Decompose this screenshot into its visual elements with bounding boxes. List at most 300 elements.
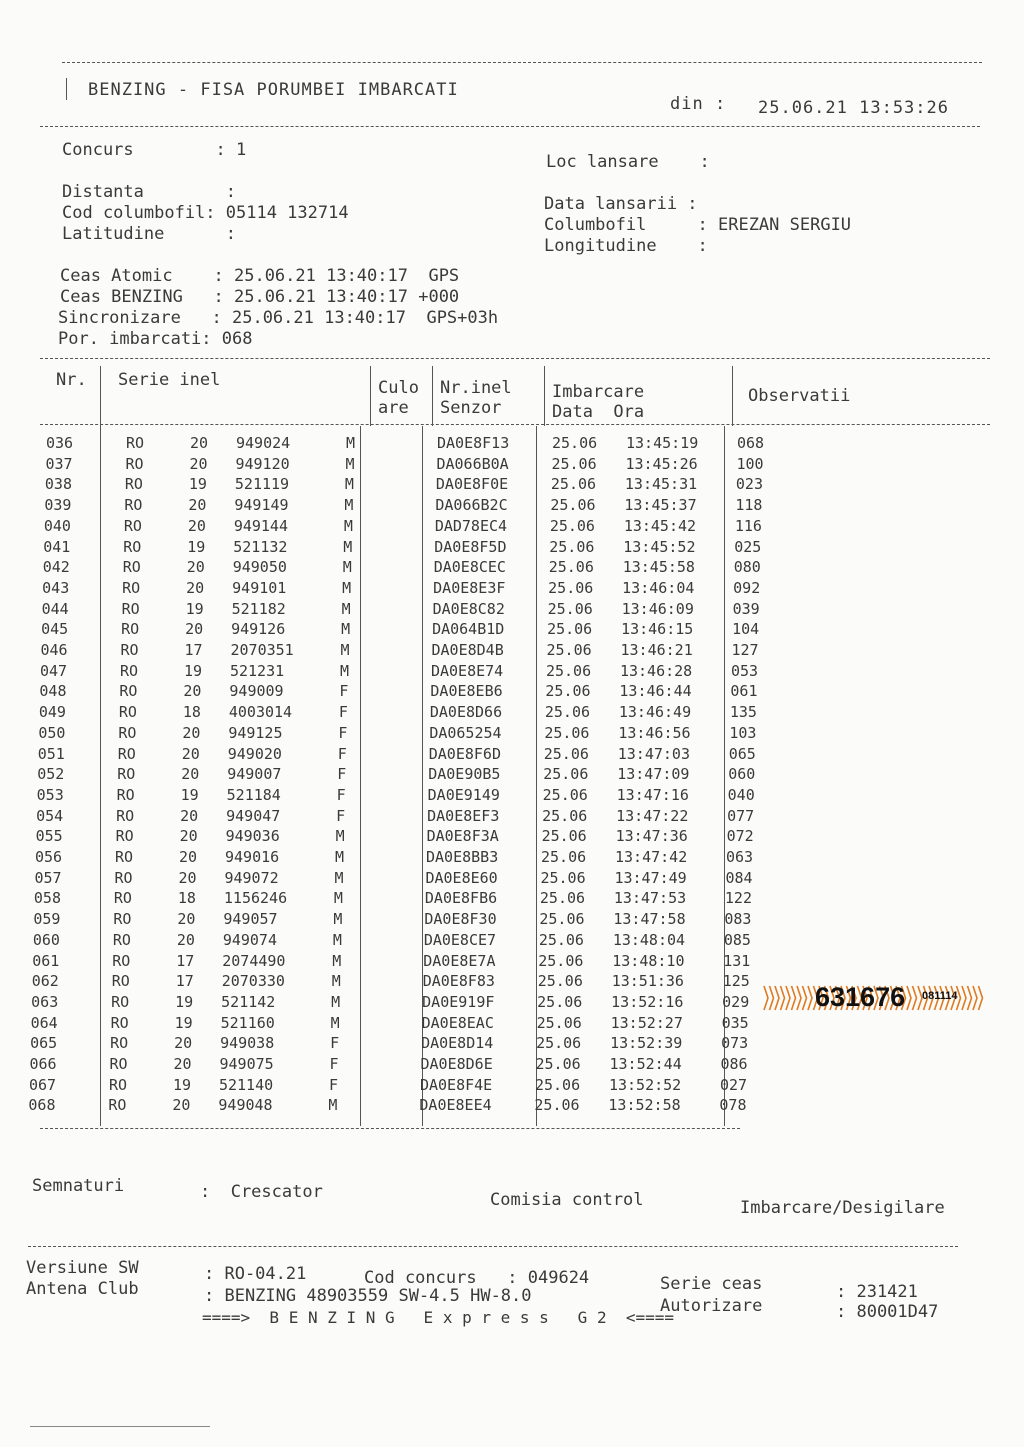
- data-lansarii-line: Data lansarii :: [544, 194, 698, 214]
- row-year: 18: [182, 703, 201, 722]
- row-year: 19: [183, 661, 203, 680]
- row-ring-number: 2070330: [221, 972, 285, 991]
- row-ring-number: 949047: [226, 806, 281, 825]
- row-sex: M: [345, 454, 355, 473]
- row-time: 13:45:58: [622, 558, 695, 577]
- row-year: 19: [175, 992, 194, 1011]
- col-divider-imbarcare-top: [732, 366, 733, 426]
- row-nr: 065: [30, 1034, 58, 1053]
- row-date: 25.06: [544, 723, 590, 742]
- row-date: 25.06: [550, 496, 596, 515]
- row-observatii: 060: [728, 765, 756, 784]
- row-country: RO: [120, 641, 139, 659]
- row-nr: 039: [44, 496, 72, 515]
- row-observatii: 065: [728, 744, 756, 763]
- row-sensor-id: DA0E8CEC: [433, 558, 506, 577]
- row-date: 25.06: [535, 1055, 581, 1073]
- row-time: 13:47:09: [617, 765, 690, 784]
- table-row: [0, 1014, 1024, 1035]
- stamp-wave-stroke: [770, 986, 774, 1010]
- table-row: [0, 786, 1024, 807]
- row-observatii: 035: [721, 1013, 749, 1032]
- row-time: 13:52:44: [609, 1055, 682, 1073]
- cod-concurs-line: Cod concurs : 049624: [364, 1268, 590, 1288]
- row-sex: M: [330, 1013, 340, 1032]
- row-observatii: 063: [726, 848, 754, 866]
- row-year: 19: [185, 599, 204, 618]
- row-observatii: 083: [724, 910, 752, 929]
- row-time: 13:46:09: [621, 599, 694, 618]
- row-date: 25.06: [544, 703, 591, 722]
- table-bottom-rule: [40, 1128, 740, 1129]
- row-ring-number: 949120: [235, 454, 290, 473]
- row-year: 20: [177, 910, 196, 929]
- row-observatii: 104: [732, 620, 760, 639]
- row-country: RO: [119, 682, 138, 701]
- row-country: RO: [115, 827, 134, 846]
- table-row: [0, 475, 1024, 496]
- row-country: RO: [122, 558, 141, 577]
- row-sensor-id: DA0E90B5: [428, 765, 501, 784]
- por-imbarcati-line: Por. imbarcati: 068: [58, 329, 253, 349]
- row-sensor-id: DA065254: [429, 723, 502, 742]
- row-sex: M: [339, 661, 349, 680]
- cod-columbofil-line: Cod columbofil: 05114 132714: [62, 203, 349, 223]
- row-time: 13:45:37: [624, 496, 697, 515]
- row-year: 20: [181, 765, 200, 784]
- header-rule: [40, 126, 980, 127]
- stamp-wave-stroke: [792, 986, 796, 1010]
- autorizare-value: : 80001D47: [836, 1302, 939, 1322]
- longitudine-line: Longitudine :: [544, 236, 708, 256]
- document-title: BENZING - FISA PORUMBEI IMBARCATI: [88, 80, 459, 100]
- row-date: 25.06: [548, 578, 594, 597]
- row-year: 17: [184, 641, 203, 659]
- row-sensor-id: DA0E8D14: [421, 1034, 494, 1053]
- row-sensor-id: DA0E8E60: [425, 868, 498, 887]
- header-nr: Nr.: [56, 370, 87, 390]
- row-nr: 060: [32, 930, 60, 949]
- row-sex: M: [328, 1096, 338, 1115]
- row-year: 19: [180, 785, 199, 804]
- stamp-wave-stroke: [775, 986, 779, 1010]
- row-sensor-id: DA0E8F30: [424, 910, 497, 929]
- row-country: RO: [123, 516, 142, 535]
- row-nr: 046: [40, 641, 68, 659]
- row-time: 13:46:44: [619, 682, 692, 701]
- row-time: 13:45:26: [625, 454, 698, 473]
- row-date: 25.06: [539, 910, 585, 929]
- table-row: [0, 579, 1024, 600]
- row-country: RO: [116, 785, 135, 804]
- latitudine-line: Latitudine :: [62, 224, 236, 244]
- row-nr: 040: [43, 516, 71, 535]
- row-year: 17: [176, 951, 195, 970]
- row-country: RO: [112, 930, 131, 949]
- row-year: 20: [181, 744, 200, 763]
- row-country: RO: [110, 1034, 129, 1053]
- antena-club-label: Antena Club: [26, 1279, 139, 1299]
- row-sensor-id: DA0E8EE4: [419, 1096, 492, 1115]
- row-ring-number: 949036: [225, 827, 280, 846]
- row-time: 13:47:22: [616, 806, 689, 825]
- row-sensor-id: DA0E8D6E: [420, 1055, 493, 1073]
- header-culoare-1: Culo: [378, 378, 419, 398]
- row-sex: M: [335, 827, 345, 846]
- loc-lansare-line: Loc lansare :: [546, 152, 710, 172]
- table-row: [0, 1055, 1024, 1076]
- row-year: 20: [178, 868, 197, 887]
- table-row: [0, 1034, 1024, 1055]
- table-top-rule: [40, 358, 990, 359]
- header-imbarcare-1: Imbarcare: [552, 382, 645, 402]
- stamp-wave-stroke: [781, 986, 785, 1010]
- col-divider-serie-top: [370, 366, 371, 426]
- print-date-label: din :: [670, 94, 727, 114]
- row-sensor-id: DA0E8EB6: [430, 682, 503, 701]
- row-ring-number: 521184: [226, 785, 281, 804]
- row-nr: 051: [37, 744, 65, 763]
- row-sensor-id: DA0E919F: [422, 992, 495, 1011]
- row-observatii: 092: [733, 578, 761, 597]
- print-date-value: 25.06.21 13:53:26: [758, 98, 949, 118]
- row-sex: F: [338, 703, 348, 722]
- row-nr: 067: [28, 1075, 57, 1094]
- col-divider-culoare-top: [432, 366, 433, 426]
- row-country: RO: [113, 889, 132, 908]
- row-time: 13:47:49: [614, 868, 687, 887]
- row-sex: M: [332, 930, 342, 949]
- row-sensor-id: DA0E8F83: [422, 972, 495, 991]
- header-left-bar: [66, 78, 67, 100]
- row-country: RO: [108, 1075, 128, 1094]
- row-year: 20: [185, 620, 204, 639]
- row-ring-number: 949020: [227, 744, 282, 763]
- row-sensor-id: DA0E8D66: [429, 703, 503, 722]
- row-date: 25.06: [537, 972, 583, 991]
- row-ring-number: 949144: [233, 516, 288, 535]
- row-observatii: 131: [723, 951, 751, 970]
- row-nr: 064: [30, 1013, 58, 1032]
- row-country: RO: [116, 806, 135, 825]
- row-sex: M: [341, 620, 351, 639]
- row-nr: 068: [28, 1096, 56, 1115]
- table-row: [0, 807, 1024, 828]
- distanta-line: Distanta :: [62, 182, 236, 202]
- row-sensor-id: DA0E8F5D: [434, 537, 507, 556]
- top-rule: [62, 62, 982, 63]
- row-nr: 062: [31, 972, 59, 991]
- row-time: 13:47:03: [617, 744, 690, 763]
- row-date: 25.06: [541, 848, 587, 866]
- row-nr: 042: [42, 558, 70, 577]
- row-nr: 056: [35, 848, 63, 866]
- row-ring-number: 521132: [233, 537, 288, 556]
- row-country: RO: [123, 537, 142, 556]
- stamp-wave-stroke: [968, 986, 972, 1010]
- footer-rule: [28, 1246, 958, 1247]
- row-sensor-id: DA0E8EAC: [421, 1013, 494, 1032]
- row-nr: 055: [35, 827, 63, 846]
- row-sensor-id: DA0E8CE7: [423, 930, 497, 949]
- row-country: RO: [109, 1055, 128, 1073]
- ceas-atomic-line: Ceas Atomic : 25.06.21 13:40:17 GPS: [60, 266, 460, 286]
- row-observatii: 100: [736, 454, 764, 473]
- row-year: 20: [188, 496, 207, 515]
- row-sex: F: [337, 744, 347, 763]
- table-row: [0, 703, 1024, 724]
- table-row: [0, 662, 1024, 683]
- row-sex: M: [335, 848, 345, 866]
- row-year: 20: [180, 806, 199, 825]
- row-sensor-id: DA0E9149: [427, 785, 500, 804]
- concurs-line: Concurs : 1: [62, 140, 247, 160]
- row-date: 25.06: [543, 744, 589, 763]
- row-ring-number: 949050: [232, 558, 287, 577]
- stamp-wave-stroke: [907, 986, 911, 1010]
- row-nr: 048: [39, 682, 67, 701]
- row-country: RO: [110, 1013, 129, 1032]
- row-ring-number: 949072: [224, 868, 279, 887]
- row-observatii: 025: [734, 537, 762, 556]
- row-ring-number: 949126: [231, 620, 286, 639]
- row-time: 13:46:56: [618, 723, 691, 742]
- row-year: 20: [189, 454, 208, 473]
- row-ring-number: 521119: [234, 475, 290, 494]
- table-row: [0, 1076, 1024, 1097]
- row-date: 25.06: [540, 868, 586, 887]
- table-row: [0, 620, 1024, 641]
- row-year: 20: [174, 1034, 193, 1053]
- row-date: 25.06: [545, 661, 592, 680]
- row-ring-number: 949038: [220, 1034, 275, 1053]
- row-time: 13:48:04: [612, 930, 686, 949]
- row-time: 13:47:58: [613, 910, 686, 929]
- row-ring-number: 949149: [234, 496, 289, 515]
- row-year: 19: [188, 475, 207, 494]
- table-row: [0, 434, 1024, 455]
- row-sensor-id: DAD78EC4: [434, 516, 508, 535]
- row-date: 25.06: [541, 827, 587, 846]
- row-sensor-id: DA0E8F13: [437, 434, 510, 452]
- row-country: RO: [113, 910, 132, 929]
- row-time: 13:47:36: [615, 827, 688, 846]
- row-sensor-id: DA0E8C82: [432, 599, 505, 618]
- row-date: 25.06: [536, 1013, 582, 1032]
- table-header-rule: [40, 424, 990, 425]
- row-ring-number: 949016: [225, 848, 280, 866]
- ceas-benzing-line: Ceas BENZING : 25.06.21 13:40:17 +000: [60, 287, 460, 307]
- row-ring-number: 521160: [220, 1013, 275, 1032]
- crescator-label: : Crescator: [200, 1182, 323, 1202]
- row-date: 25.06: [542, 806, 588, 825]
- row-ring-number: 949048: [218, 1096, 273, 1115]
- row-date: 25.06: [534, 1075, 581, 1094]
- row-date: 25.06: [551, 454, 597, 473]
- row-observatii: 068: [737, 434, 765, 452]
- row-observatii: 122: [724, 889, 752, 908]
- row-observatii: 077: [727, 806, 755, 825]
- row-date: 25.06: [543, 765, 589, 784]
- row-country: RO: [117, 744, 136, 763]
- row-sex: M: [341, 599, 351, 618]
- row-sex: F: [336, 785, 346, 804]
- row-sex: M: [343, 537, 353, 556]
- row-sex: F: [339, 682, 349, 701]
- header-nr-inel-1: Nr.inel: [440, 378, 512, 398]
- row-sensor-id: DA0E8F6D: [428, 744, 501, 763]
- row-country: RO: [121, 599, 140, 618]
- row-time: 13:52:58: [608, 1096, 681, 1115]
- row-sex: M: [331, 992, 341, 1011]
- row-time: 13:47:42: [615, 848, 688, 866]
- row-date: 25.06: [546, 641, 592, 659]
- row-country: RO: [115, 848, 134, 866]
- row-time: 13:47:16: [616, 785, 689, 804]
- header-observatii: Observatii: [748, 386, 851, 406]
- row-time: 13:47:53: [613, 889, 687, 908]
- row-sensor-id: DA066B0A: [436, 454, 509, 473]
- row-sensor-id: DA0E8E7A: [423, 951, 496, 970]
- row-ring-number: 1156246: [223, 889, 288, 908]
- row-observatii: 084: [725, 868, 753, 887]
- row-year: 20: [176, 930, 195, 949]
- row-observatii: 072: [726, 827, 754, 846]
- row-date: 25.06: [545, 682, 591, 701]
- row-sex: F: [337, 765, 347, 784]
- row-year: 19: [174, 1013, 193, 1032]
- sincronizare-line: Sincronizare : 25.06.21 13:40:17 GPS+03h: [58, 308, 499, 328]
- row-country: RO: [124, 496, 143, 515]
- row-year: 19: [187, 537, 206, 556]
- row-year: 17: [175, 972, 194, 991]
- row-time: 13:52:16: [611, 992, 684, 1011]
- table-row: [0, 682, 1024, 703]
- row-nr: 036: [46, 434, 74, 452]
- row-ring-number: 521182: [231, 599, 286, 618]
- row-observatii: 053: [730, 661, 759, 680]
- row-observatii: 040: [727, 785, 755, 804]
- row-observatii: 078: [719, 1096, 747, 1115]
- row-year: 20: [182, 723, 201, 742]
- row-sex: M: [343, 516, 353, 535]
- row-sensor-id: DA066B2C: [435, 496, 508, 515]
- row-sex: F: [329, 1055, 339, 1073]
- row-date: 25.06: [537, 992, 583, 1011]
- row-nr: 047: [39, 661, 68, 680]
- table-row: [0, 538, 1024, 559]
- table-row: [0, 848, 1024, 869]
- stamp-wave-stroke: [913, 986, 917, 1010]
- table-row: [0, 517, 1024, 538]
- row-country: RO: [114, 868, 133, 887]
- row-sensor-id: DA0E8E74: [430, 661, 504, 680]
- row-observatii: 085: [723, 930, 751, 949]
- row-country: RO: [126, 434, 145, 452]
- row-sex: M: [344, 475, 354, 494]
- row-date: 25.06: [552, 434, 598, 452]
- row-date: 25.06: [550, 475, 597, 494]
- antena-club-value: : BENZING 48903559 SW-4.5 HW-8.0: [204, 1286, 532, 1306]
- row-year: 20: [183, 682, 202, 701]
- row-observatii: 023: [735, 475, 763, 494]
- table-row: [0, 765, 1024, 786]
- row-time: 13:46:21: [620, 641, 693, 659]
- row-year: 18: [177, 889, 196, 908]
- header-nr-inel-2: Senzor: [440, 398, 502, 418]
- columbofil-line: Columbofil : EREZAN SERGIU: [544, 215, 852, 235]
- row-date: 25.06: [542, 785, 588, 804]
- row-ring-number: 949007: [227, 765, 282, 784]
- row-year: 20: [172, 1096, 191, 1115]
- row-nr: 053: [36, 785, 64, 804]
- row-ring-number: 949009: [229, 682, 284, 701]
- row-time: 13:45:52: [623, 537, 696, 556]
- stamp-wave-stroke: [797, 986, 801, 1010]
- row-country: RO: [121, 620, 140, 639]
- stamp-number: 631676: [815, 982, 906, 1012]
- stamp-wave-stroke: [962, 986, 966, 1010]
- row-time: 13:45:31: [624, 475, 698, 494]
- bottom-edge-line: [30, 1426, 210, 1427]
- stamp-subnumber: 081114: [922, 990, 958, 1002]
- row-sensor-id: DA0E8D4B: [431, 641, 504, 659]
- row-date: 25.06: [549, 516, 595, 535]
- row-observatii: 073: [721, 1034, 749, 1053]
- row-date: 25.06: [547, 620, 593, 639]
- row-date: 25.06: [538, 930, 584, 949]
- row-observatii: 061: [730, 682, 758, 701]
- row-country: RO: [119, 661, 139, 680]
- row-time: 13:52:27: [610, 1013, 683, 1032]
- row-time: 13:52:52: [608, 1075, 682, 1094]
- row-observatii: 039: [732, 599, 760, 618]
- row-ring-number: 521142: [221, 992, 276, 1011]
- row-time: 13:51:36: [611, 972, 684, 991]
- row-sex: F: [336, 806, 346, 825]
- row-sex: M: [346, 434, 356, 452]
- table-row: [0, 869, 1024, 890]
- table-row: [0, 455, 1024, 476]
- row-sensor-id: DA0E8BB3: [426, 848, 499, 866]
- row-date: 25.06: [547, 599, 593, 618]
- row-date: 25.06: [548, 558, 594, 577]
- benzing-banner: ====> B E N Z I N G E x p r e s s G 2 <====: [202, 1308, 675, 1327]
- stamp-wave-stroke: [764, 986, 768, 1010]
- table-row: [0, 931, 1024, 952]
- row-observatii: 116: [734, 516, 762, 535]
- serie-ceas-label: Serie ceas: [660, 1274, 763, 1294]
- row-year: 20: [179, 827, 198, 846]
- row-date: 25.06: [534, 1096, 580, 1115]
- row-sex: F: [328, 1075, 338, 1094]
- row-sex: M: [342, 578, 352, 597]
- row-ring-number: 521140: [218, 1075, 274, 1094]
- row-sensor-id: DA0E8FB6: [424, 889, 498, 908]
- table-row: [0, 600, 1024, 621]
- row-country: RO: [111, 992, 130, 1011]
- row-nr: 043: [42, 578, 70, 597]
- row-nr: 066: [29, 1055, 57, 1073]
- row-date: 25.06: [539, 889, 586, 908]
- row-ring-number: 4003014: [228, 703, 293, 722]
- row-year: 20: [187, 516, 206, 535]
- row-sex: M: [340, 641, 350, 659]
- stamp-wave-stroke: [803, 986, 807, 1010]
- header-serie-inel: Serie inel: [118, 370, 221, 390]
- row-nr: 044: [41, 599, 69, 618]
- row-sensor-id: DA0E8F4E: [419, 1075, 493, 1094]
